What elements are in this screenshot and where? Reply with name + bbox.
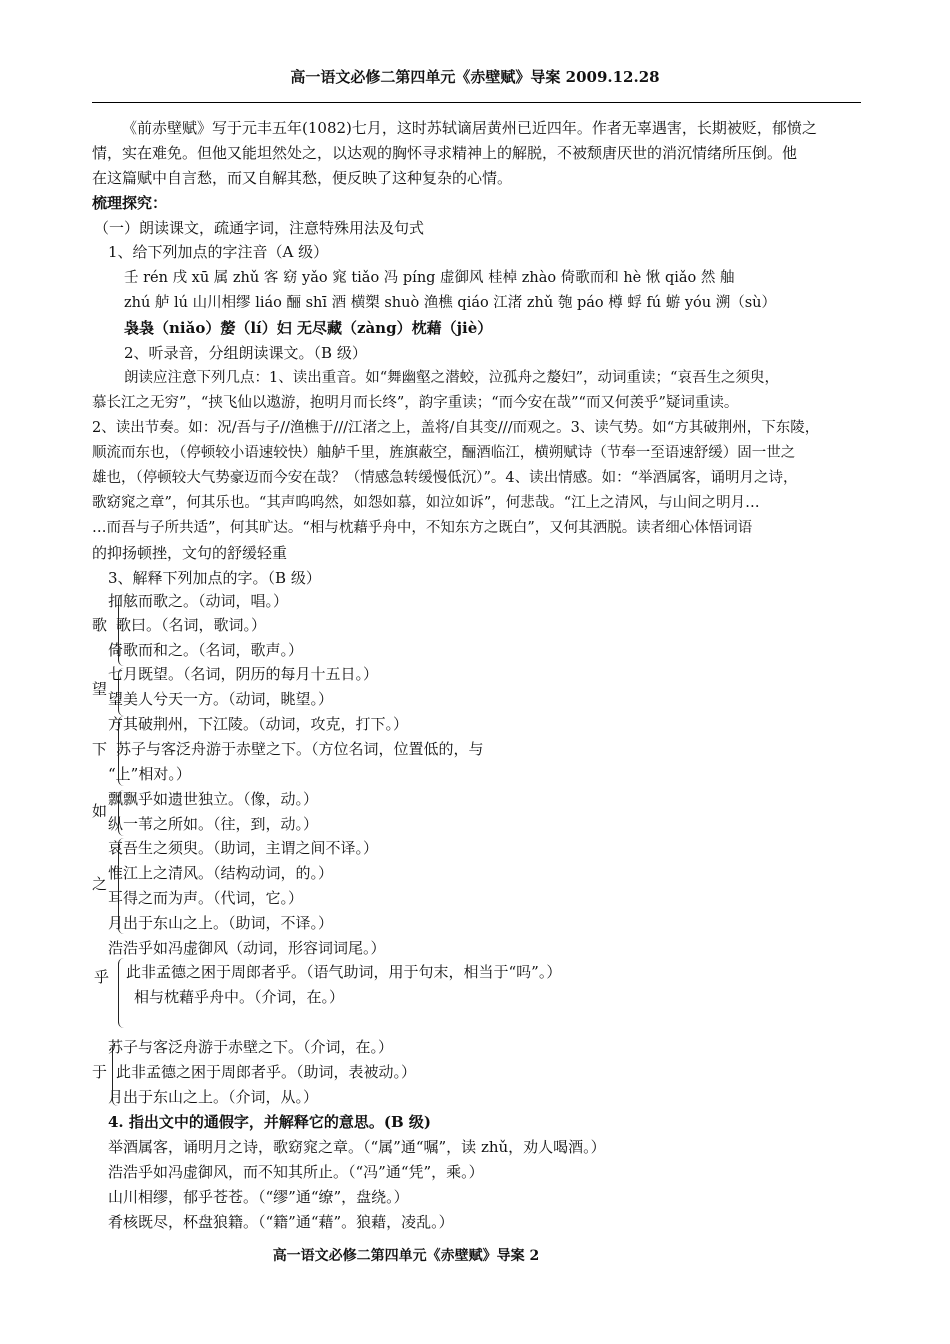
q4-title: 4. 指出文中的通假字，并解释它的意思。(B 级) bbox=[108, 1113, 431, 1131]
ge-item-2: 歌曰。（名词，歌词。） bbox=[116, 616, 267, 634]
q1-title: 1、给下列加点的字注音（A 级） bbox=[108, 243, 329, 261]
xia-item-1: 方其破荆州，下江陵。（动词，攻克，打下。） bbox=[108, 715, 409, 733]
q2-line-1: 朗读应注意下列几点：1、读出重音。如“舞幽壑之潜蛟，泣孤舟之嫠妇”，动词重读；“哀吾生之须臾， bbox=[124, 370, 779, 386]
q2-line-5: 雄也，（停顿较大气势豪迈而今安在哉？（情感急转缓慢低沉）”。4、读出情感。如：“举酒属客，诵明月之诗， bbox=[92, 470, 798, 486]
intro-line-2: 情，实在难免。但他又能坦然处之，以达观的胸怀寻求精神上的解脱，不被颓唐厌世的消沉情绪所压倒。他 bbox=[92, 144, 798, 162]
zhi-item-3: 耳得之而为声。（代词，它。） bbox=[108, 889, 304, 907]
ge-item-3: 倚歌而和之。（名词，歌声。） bbox=[108, 641, 304, 659]
intro-line-3: 在这篇赋中自言愁，而又自解其愁，便反映了这种复杂的心情。 bbox=[92, 169, 513, 187]
header-rule bbox=[92, 102, 861, 103]
ge-item-1: 扣舷而歌之。（动词，唱。） bbox=[108, 592, 289, 610]
hu-item-3: 相与枕藉乎舟中。（介词，在。） bbox=[134, 988, 345, 1006]
q2-line-4: 顺流而东也，（停顿较小语速较快）舳舻千里，旌旗蔽空，酾酒临江，横朔赋诗（节奉一至语速舒缓）固一世之 bbox=[92, 445, 796, 461]
section-title: 梳理探究： bbox=[92, 194, 168, 212]
q2-line-7: …而吾与子所共适”，何其旷达。“相与枕藉乎舟中，不知东方之既白”，又何其洒脱。读者细心体悟词语 bbox=[92, 520, 753, 536]
q1-line-2: zhú 舻 lú 山川相缪 liáo 酾 shī 酒 横槊 shuò 渔樵 qiáo 江渚 zhǔ 匏 páo 樽 蜉 fú 蝣 yóu 溯（sù） bbox=[124, 295, 777, 311]
q2-title: 2、听录音，分组朗读课文。（B 级） bbox=[124, 344, 367, 362]
part1-title: （一）朗读课文，疏通字词，注意特殊用法及句式 bbox=[94, 219, 425, 237]
yu-item-3: 月出于东山之上。（介词，从。） bbox=[108, 1088, 319, 1106]
yu-item-1: 苏子与客泛舟游于赤壁之下。（介词，在。） bbox=[108, 1038, 394, 1056]
wang-item-1: 七月既望。（名词，阴历的每月十五日。） bbox=[108, 665, 379, 683]
page-header: 高一语文必修二第四单元《赤壁赋》导案 2009.12.28 bbox=[290, 68, 660, 86]
group-char-zhi: 之 bbox=[92, 875, 108, 893]
group-char-yu: 于 bbox=[92, 1063, 108, 1081]
q2-line-2: 慕长江之无穷”，“挟飞仙以遨游，抱明月而长终”，韵字重读；“而今安在哉”“而又何羡乎”疑词重读。 bbox=[92, 395, 739, 411]
q1-line-1: 壬 rén 戌 xū 属 zhǔ 客 窈 yǎo 窕 tiǎo 冯 píng 虚御风 桂棹 zhào 倚歌而和 hè 愀 qiǎo 然 舳 bbox=[124, 270, 735, 286]
group-char-wang: 望 bbox=[92, 680, 108, 698]
q4-line-4: 肴核既尽，杯盘狼籍。（“籍”通“藉”。狼藉，凌乱。） bbox=[108, 1213, 454, 1231]
group-char-hu: 乎 bbox=[94, 968, 110, 986]
wang-item-2: 望美人兮天一方。（动词，眺望。） bbox=[108, 690, 334, 708]
ru-item-1: 飘飘乎如遗世独立。（像，动。） bbox=[108, 790, 319, 808]
yu-item-2: 此非孟德之困于周郎者乎。（助词，表被动。） bbox=[116, 1063, 417, 1081]
intro-line-1: 《前赤壁赋》写于元丰五年(1082)七月，这时苏轼谪居黄州已近四年。作者无辜遇害，长期被贬，郁愤之 bbox=[122, 119, 817, 137]
xia-item-3: “上”相对。） bbox=[108, 765, 191, 783]
zhi-item-2: 惟江上之清风。（结构动词，的。） bbox=[108, 864, 334, 882]
zhi-item-1: 哀吾生之须臾。（助词，主谓之间不译。） bbox=[108, 839, 379, 857]
q2-line-8: 的抑扬顿挫，文句的舒缓轻重 bbox=[92, 544, 288, 562]
group-char-ru: 如 bbox=[92, 802, 108, 820]
q2-line-6: 歌窈窕之章”，何其乐也。“其声呜呜然，如怨如慕，如泣如诉”，何悲哉。“江上之清风，与山间之明月… bbox=[92, 495, 760, 511]
hu-item-2: 此非孟德之困于周郎者乎。（语气助词，用于句末，相当于“吗”。） bbox=[126, 963, 562, 981]
ru-item-2: 纵一苇之所如。（往，到，动。） bbox=[108, 815, 319, 833]
group-char-ge: 歌 bbox=[92, 616, 108, 634]
xia-item-2: 苏子与客泛舟游于赤壁之下。（方位名词，位置低的，与 bbox=[116, 740, 484, 758]
q1-line-3: 袅袅（niǎo）嫠（lí）妇 无尽藏（zàng）枕藉（jiè） bbox=[124, 319, 493, 337]
q2-line-3: 2、读出节奏。如：况/吾与子//渔樵于///江渚之上，盖将/自其变///而观之。3、读气势。如“方其破荆州，下东陵， bbox=[92, 420, 820, 436]
q4-line-3: 山川相缪，郁乎苍苍。（“缪”通“缭”，盘绕。） bbox=[108, 1188, 409, 1206]
q4-line-2: 浩浩乎如冯虚御风，而不知其所止。（“冯”通“凭”，乘。） bbox=[108, 1163, 484, 1181]
q3-title: 3、解释下列加点的字。（B 级） bbox=[108, 569, 321, 587]
page-footer: 高一语文必修二第四单元《赤壁赋》导案 2 bbox=[272, 1248, 540, 1264]
group-char-xia: 下 bbox=[92, 740, 108, 758]
zhi-item-4: 月出于东山之上。（助词，不译。） bbox=[108, 914, 334, 932]
q4-line-1: 举酒属客，诵明月之诗，歌窈窕之章。（“属”通“嘱”，读 zhǔ，劝人喝酒。） bbox=[108, 1138, 606, 1156]
hu-item-1: 浩浩乎如冯虚御风（动词，形容词词尾。） bbox=[108, 939, 386, 957]
